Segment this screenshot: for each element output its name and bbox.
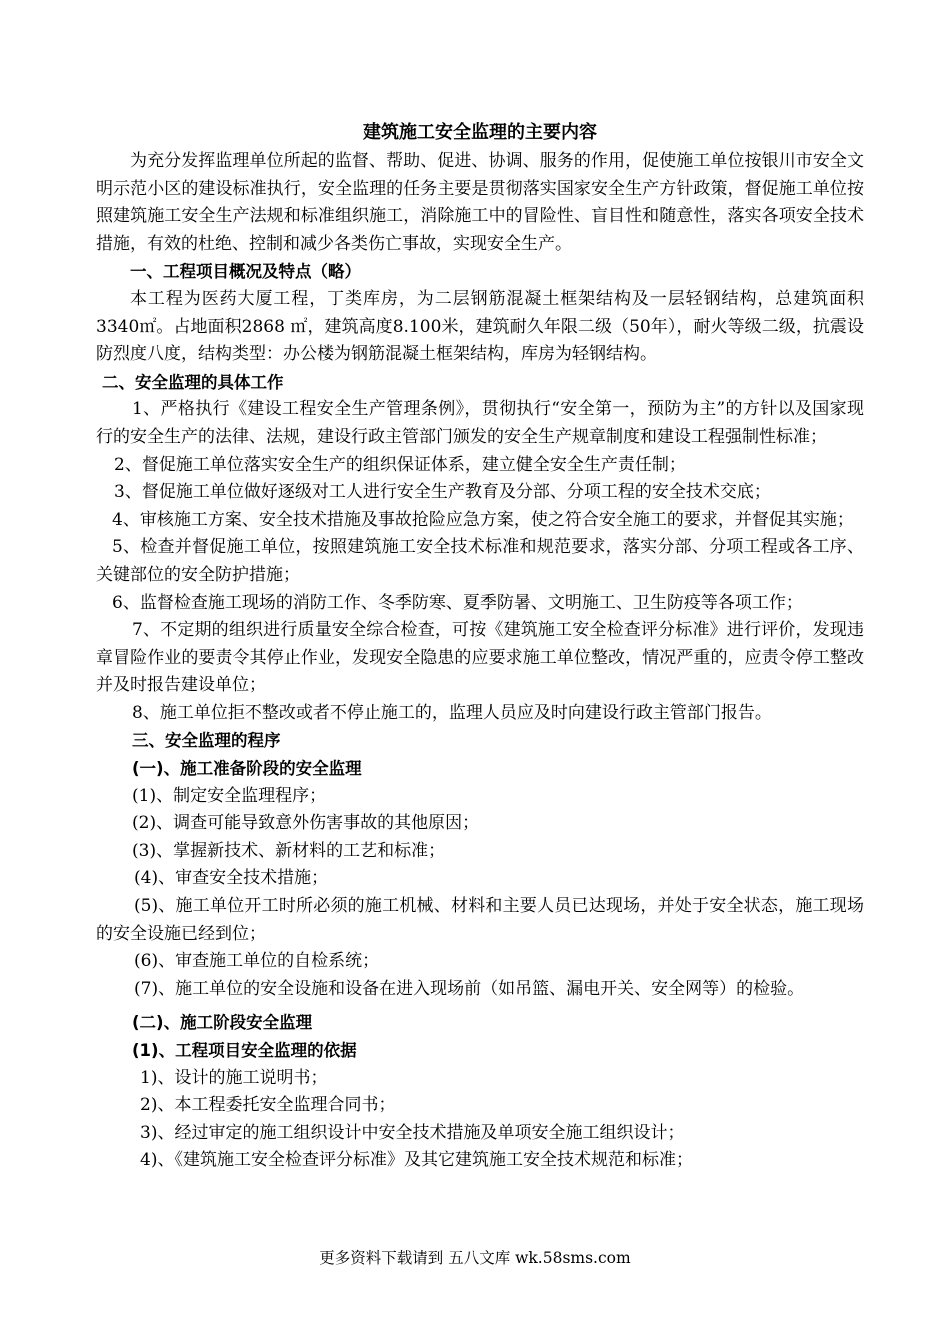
section-3-sub-2-subheading: (1)、工程项目安全监理的依据 [132, 1041, 357, 1060]
section-1-heading: 一、工程项目概况及特点（略） [130, 262, 361, 282]
list-item: 1)、设计的施工说明书； [140, 1067, 328, 1088]
page-footer: 更多资料下载请到 五八文库 wk.58sms.com [319, 1249, 631, 1267]
section-2-heading: 二、安全监理的具体工作 [102, 372, 284, 392]
list-item: 3)、经过审定的施工组织设计中安全技术措施及单项安全施工组织设计； [140, 1122, 685, 1143]
list-item: 5、检查并督促施工单位，按照建筑施工安全技术标准和规范要求，落实分部、分项工程或各工序、关键部位的安全防护措施； [96, 537, 864, 585]
list-item: 4)、《建筑施工安全检查评分标准》及其它建筑施工安全技术规范和标准； [140, 1150, 693, 1171]
section-3-sub-2-heading: (二)、施工阶段安全监理 [132, 1013, 313, 1033]
list-item: 7、不定期的组织进行质量安全综合检查，可按《建筑施工安全检查评分标准》进行评价，发现违章冒险作业的要责令其停止作业，发现安全隐患的应要求施工单位整改，情况严重的，应责令停工整改并及时报告建设单位； [96, 620, 864, 696]
list-item: 4、审核施工方案、安全技术措施及事故抢险应急方案，使之符合安全施工的要求，并督促其实施； [112, 509, 854, 530]
section-1-body: 本工程为医药大厦工程，丁类库房，为二层钢筋混凝土框架结构及一层轻钢结构，总建筑面积3340㎡。占地面积2868 ㎡，建筑高度8.100米，建筑耐久年限二级（50年），耐火等级二级，抗震设防烈度八度，结构类型：办公楼为钢筋混凝土框架结构，库房为轻钢结构。 [96, 288, 864, 365]
list-item: 3、督促施工单位做好逐级对工人进行安全生产教育及分部、分项工程的安全技术交底； [114, 482, 771, 503]
document-title: 建筑施工安全监理的主要内容 [363, 122, 597, 143]
list-item: 2、督促施工单位落实安全生产的组织保证体系，建立健全安全生产责任制； [114, 454, 686, 475]
intro-paragraph: 为充分发挥监理单位所起的监督、帮助、促进、协调、服务的作用，促使施工单位按银川市安全文明示范小区的建设标准执行，安全监理的任务主要是贯彻落实国家安全生产方针政策，督促施工单位按照建筑施工安全生产法规和标准组织施工，消除施工中的冒险性、盲目性和随意性，落实各项安全技术措施，有效的杜绝、控制和减少各类伤亡事故，实现安全生产。 [96, 151, 864, 254]
list-item: 2)、本工程委托安全监理合同书； [140, 1095, 396, 1116]
list-item: 1、严格执行《建设工程安全生产管理条例》，贯彻执行“安全第一，预防为主”的方针以及国家现行的安全生产的法律、法规，建设行政主管部门颁发的安全生产规章制度和建设工程强制性标准； [96, 399, 864, 447]
list-item: 8、施工单位拒不整改或者不停止施工的，监理人员应及时向建设行政主管部门报告。 [132, 702, 772, 723]
list-item: (7)、施工单位的安全设施和设备在进入现场前（如吊篮、漏电开关、安全网等）的检验。 [134, 978, 805, 999]
list-item: (3)、掌握新技术、新材料的工艺和标准； [132, 840, 446, 861]
section-3-sub-1-heading: (一)、施工准备阶段的安全监理 [132, 759, 362, 779]
list-item: 6、监督检查施工现场的消防工作、冬季防寒、夏季防暑、文明施工、卫生防疫等各项工作； [112, 592, 803, 613]
list-item: (6)、审查施工单位的自检系统； [134, 951, 380, 972]
list-item: (4)、审查安全技术措施； [134, 868, 329, 889]
list-item: (2)、调查可能导致意外伤害事故的其他原因； [132, 813, 480, 834]
document-page [96, 118, 864, 1175]
list-item: (5)、施工单位开工时所必须的施工机械、材料和主要人员已达现场，并处于安全状态，施工现场的安全设施已经到位； [96, 896, 864, 944]
list-item: (1)、制定安全监理程序； [132, 785, 327, 806]
section-3-heading: 三、安全监理的程序 [132, 731, 281, 751]
